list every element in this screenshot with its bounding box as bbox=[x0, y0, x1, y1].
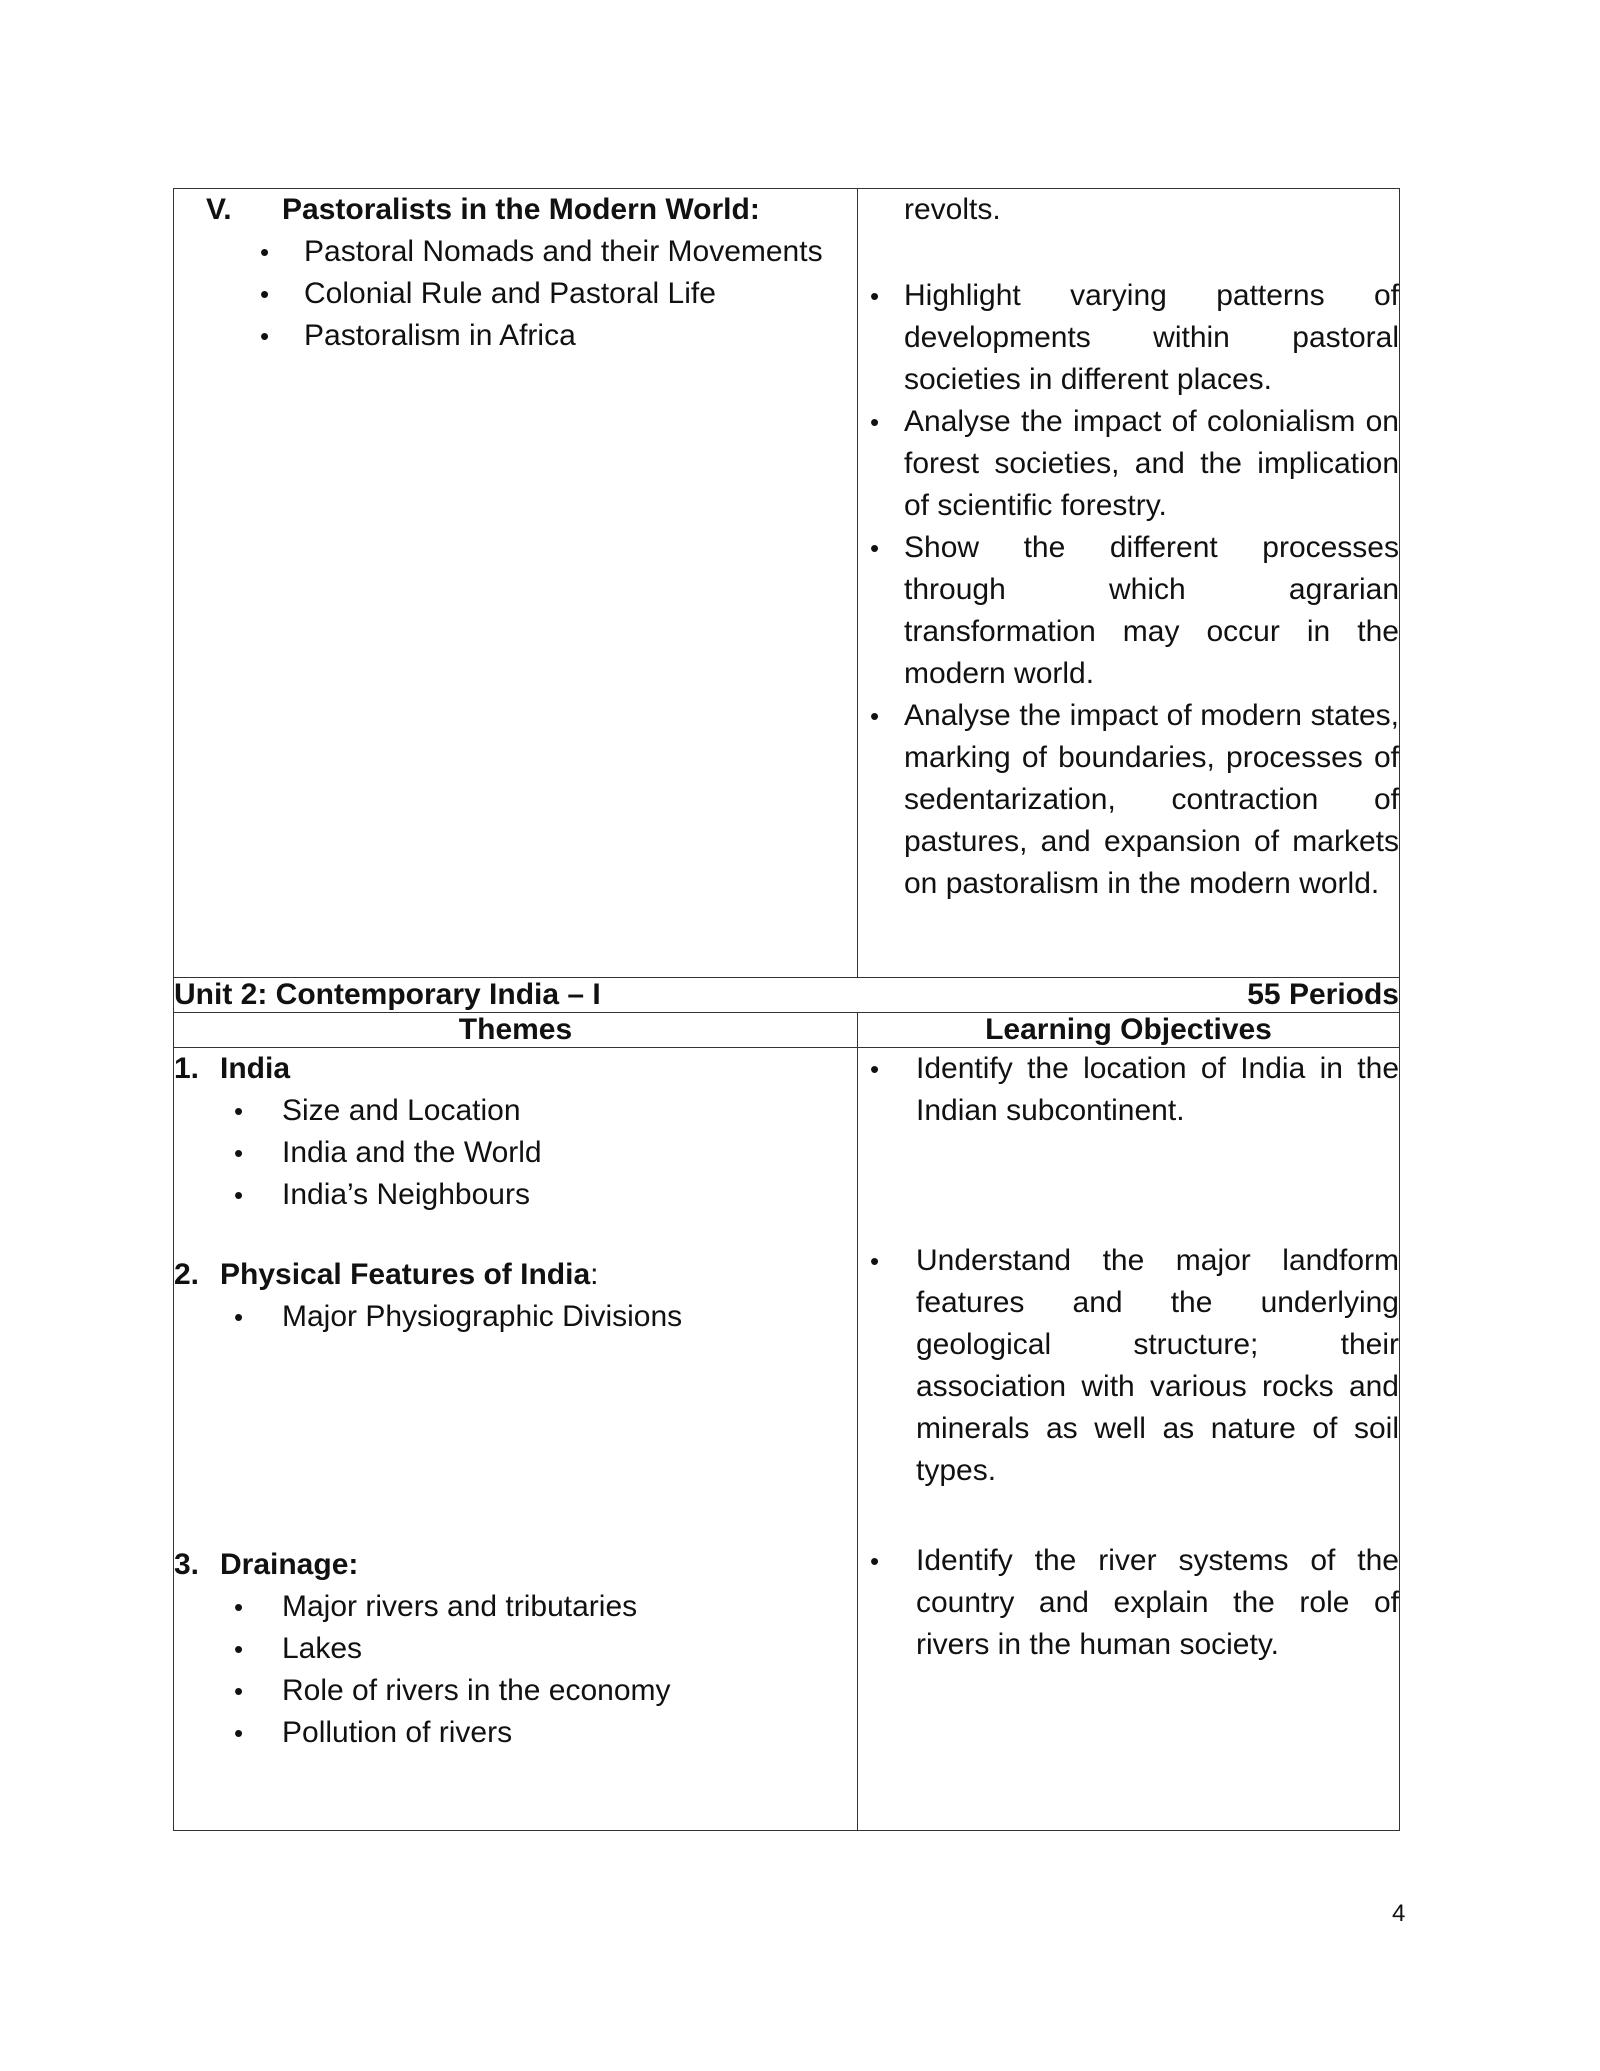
section-title: Physical Features of India bbox=[220, 1258, 591, 1291]
table-row bbox=[174, 1048, 1400, 1831]
table-row bbox=[174, 189, 1400, 978]
header-row bbox=[174, 1013, 1400, 1048]
page-number: 4 bbox=[1392, 1900, 1406, 1927]
list-item: • Pastoral Nomads and their Movements bbox=[304, 231, 857, 273]
unit-row bbox=[174, 978, 1400, 1013]
section-heading bbox=[174, 1254, 857, 1296]
list-item: • India’s Neighbours bbox=[282, 1174, 857, 1216]
list-item: • Major rivers and tributaries bbox=[282, 1586, 857, 1628]
theme-list bbox=[174, 1586, 857, 1754]
section-title: Drainage: bbox=[220, 1548, 359, 1581]
objectives-cell bbox=[858, 1048, 1400, 1831]
section-number: 3. bbox=[174, 1548, 200, 1581]
list-item: • Pollution of rivers bbox=[282, 1712, 857, 1754]
list-item: • Highlight varying patterns of developments within pastoral societies in different places. bbox=[904, 275, 1399, 401]
objective-list bbox=[858, 1048, 1399, 1240]
themes-cell bbox=[174, 1048, 858, 1831]
list-item: • Colonial Rule and Pastoral Life bbox=[304, 273, 857, 315]
section-heading bbox=[174, 1048, 857, 1090]
section-heading bbox=[206, 189, 857, 231]
list-item: • Major Physiographic Divisions bbox=[282, 1296, 857, 1338]
list-item: • Identify the location of India in the Indian subcontinent. bbox=[916, 1048, 1399, 1132]
theme-list bbox=[174, 1090, 857, 1216]
unit-cell bbox=[174, 978, 1400, 1013]
theme-list bbox=[174, 1296, 857, 1338]
list-item: • Analyse the impact of modern states, marking of boundaries, processes of sedentarization, contraction of pastures, and expansion of markets on pastoralism in the modern world. bbox=[904, 695, 1399, 905]
list-item: • Role of rivers in the economy bbox=[282, 1670, 857, 1712]
section-title-suffix: : bbox=[590, 1258, 599, 1291]
section-title: India bbox=[220, 1052, 291, 1085]
section-heading bbox=[174, 1544, 857, 1586]
column-header-objectives: Learning Objectives bbox=[858, 1013, 1400, 1048]
continued-text: revolts. bbox=[904, 193, 1001, 226]
section-number: 2. bbox=[174, 1258, 200, 1291]
unit-periods: 55 Periods bbox=[1247, 978, 1399, 1011]
syllabus-table bbox=[173, 188, 1400, 1831]
objective-list bbox=[858, 1540, 1399, 1666]
unit-title: Unit 2: Contemporary India – I bbox=[174, 978, 601, 1011]
list-item: • Lakes bbox=[282, 1628, 857, 1670]
objective-list bbox=[858, 275, 1399, 905]
themes-cell bbox=[174, 189, 858, 978]
list-item: • Size and Location bbox=[282, 1090, 857, 1132]
list-item: • Understand the major landform features and the underlying geological structure; their association with various rocks and minerals as well as nature of soil types. bbox=[916, 1240, 1399, 1492]
objective-list bbox=[858, 1240, 1399, 1540]
list-item: • Pastoralism in Africa bbox=[304, 315, 857, 357]
list-item: • Analyse the impact of colonialism on forest societies, and the implication of scientific forestry. bbox=[904, 401, 1399, 527]
objectives-cell bbox=[858, 189, 1400, 978]
theme-list bbox=[174, 231, 857, 357]
section-title: Pastoralists in the Modern World: bbox=[282, 193, 760, 226]
section-numeral: V. bbox=[206, 193, 232, 226]
section-number: 1. bbox=[174, 1052, 200, 1085]
list-item: • India and the World bbox=[282, 1132, 857, 1174]
column-header-themes: Themes bbox=[174, 1013, 858, 1048]
list-item: • Show the different processes through which agrarian transformation may occur in the modern world. bbox=[904, 527, 1399, 695]
list-item: • Identify the river systems of the country and explain the role of rivers in the human society. bbox=[916, 1540, 1399, 1666]
